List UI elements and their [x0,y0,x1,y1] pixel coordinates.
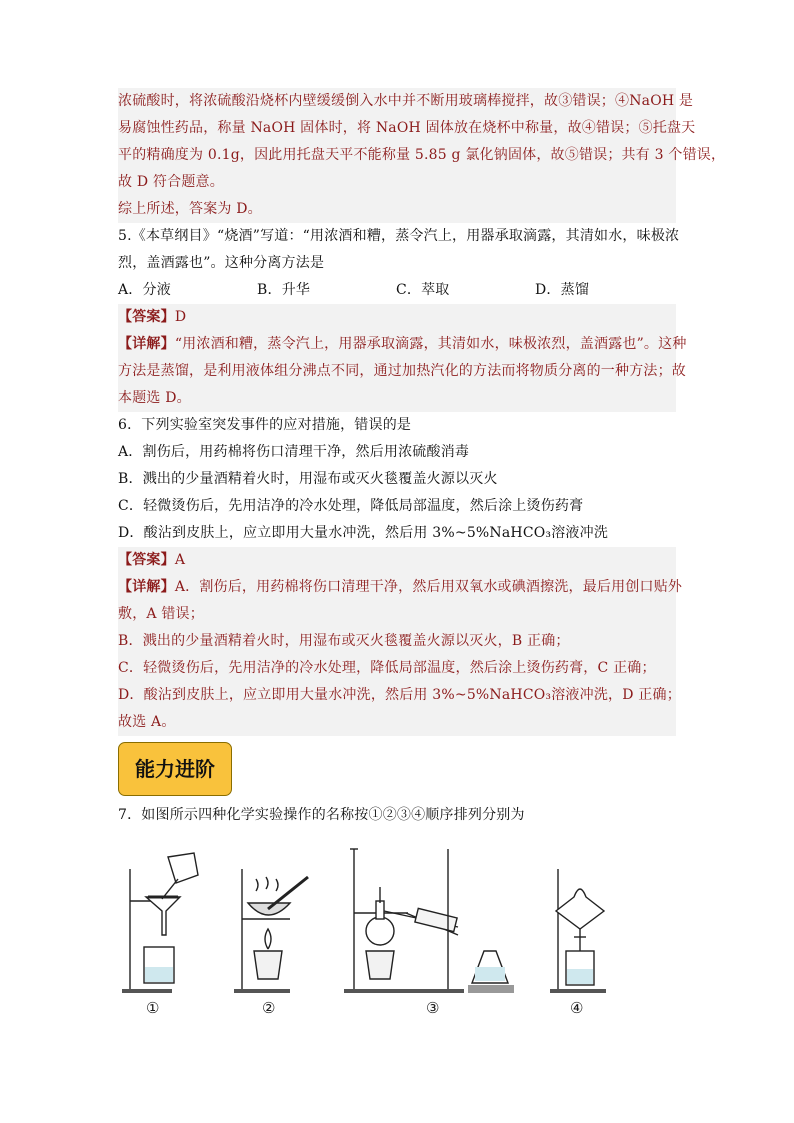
figure-caption-4: ④ [570,999,584,1017]
answer-line: 易腐蚀性药品，称量 NaOH 固体时，将 NaOH 固体放在烧杯中称量，故④错误；⑤托盘天 [118,120,696,136]
detail-line: 敷，A 错误； [118,606,204,622]
question-5 [118,223,687,412]
option-d: D．酸沾到皮肤上，应立即用大量水冲洗，然后用 3%~5%NaHCO₃溶液冲洗 [118,525,609,541]
detail-line: C．轻微烫伤后，先用洁净的冷水处理，降低局部温度，然后涂上烫伤药膏，C 正确； [118,660,656,676]
option-c: C．萃取 [396,282,450,298]
options-row [118,277,676,304]
figure-caption-2: ② [262,999,276,1017]
detail-text: A．割伤后，用药棉将伤口清理干净，然后用双氧水或碘酒擦洗，最后用创口贴外 [174,579,683,595]
option-c: C．轻微烫伤后，先用洁净的冷水处理，降低局部温度，然后涂上烫伤药膏 [118,498,584,514]
answer-line [118,304,676,331]
question-stem: 6．下列实验室突发事件的应对措施，错误的是 [118,417,412,433]
question-7 [118,802,676,1019]
detail-line: D．酸沾到皮肤上，应立即用大量水冲洗，然后用 3%~5%NaHCO₃溶液冲洗，D 正确； [118,687,681,703]
answer-line: 故 D 符合题意。 [118,174,224,190]
document-page [118,88,726,1019]
detail-line: 故选 A。 [118,714,176,730]
question-stem: 7．如图所示四种化学实验操作的名称按①②③④顺序排列分别为 [118,807,525,823]
figure-caption-3: ③ [426,999,440,1017]
answer-line [118,547,676,574]
detail-line: 本题选 D。 [118,390,191,406]
option-d: D．蒸馏 [535,282,590,298]
answer-value: A [174,552,186,568]
previous-answer-block [118,88,726,223]
question-stem: 烈，盖酒露也”。这种分离方法是 [118,255,325,271]
lab-apparatus-figure [118,839,676,1019]
separatory-funnel-apparatus [550,869,606,993]
answer-value: D [174,309,187,325]
option-a: A．割伤后，用药棉将伤口清理干净，然后用浓硫酸消毒 [118,444,470,460]
answer-line: 平的精确度为 0.1g，因此用托盘天平不能称量 5.85 g 氯化钠固体，故⑤错误；共有 3 个错误， [118,147,726,163]
question-stem: 5.《本草纲目》“烧酒”写道：“用浓酒和糟，蒸令汽上，用器承取滴露，其清如水，味极浓 [118,228,680,244]
answer-block [118,547,683,736]
option-b: B．溅出的少量酒精着火时，用湿布或灭火毯覆盖火源以灭火 [118,471,498,487]
option-b: B．升华 [257,282,311,298]
evaporation-apparatus [234,869,308,993]
detail-tag: 【详解】 [118,336,175,352]
figure-caption-1: ① [146,999,160,1017]
detail-text: “用浓酒和糟，蒸令汽上，用器承取滴露，其清如水，味极浓烈，盖酒露也”。这种 [174,336,687,352]
distillation-apparatus [344,849,514,993]
detail-line [118,331,687,358]
section-badge: 能力进阶 [118,742,232,796]
answer-block [118,304,687,412]
option-a: A．分液 [118,282,171,298]
question-6 [118,412,683,736]
answer-line: 综上所述，答案为 D。 [118,201,262,217]
answer-tag: 【答案】 [118,309,175,325]
filtration-apparatus [122,853,198,993]
detail-line: 方法是蒸馏，是利用液体组分沸点不同，通过加热汽化的方法而将物质分离的一种方法；故 [118,363,686,379]
detail-tag: 【详解】 [118,579,175,595]
detail-line [118,574,683,601]
answer-line: 浓硫酸时，将浓硫酸沿烧杯内壁缓缓倒入水中并不断用玻璃棒搅拌，故③错误；④NaOH 是 [118,93,694,109]
detail-line: B．溅出的少量酒精着火时，用湿布或灭火毯覆盖火源以灭火，B 正确； [118,633,570,649]
answer-tag: 【答案】 [118,552,175,568]
